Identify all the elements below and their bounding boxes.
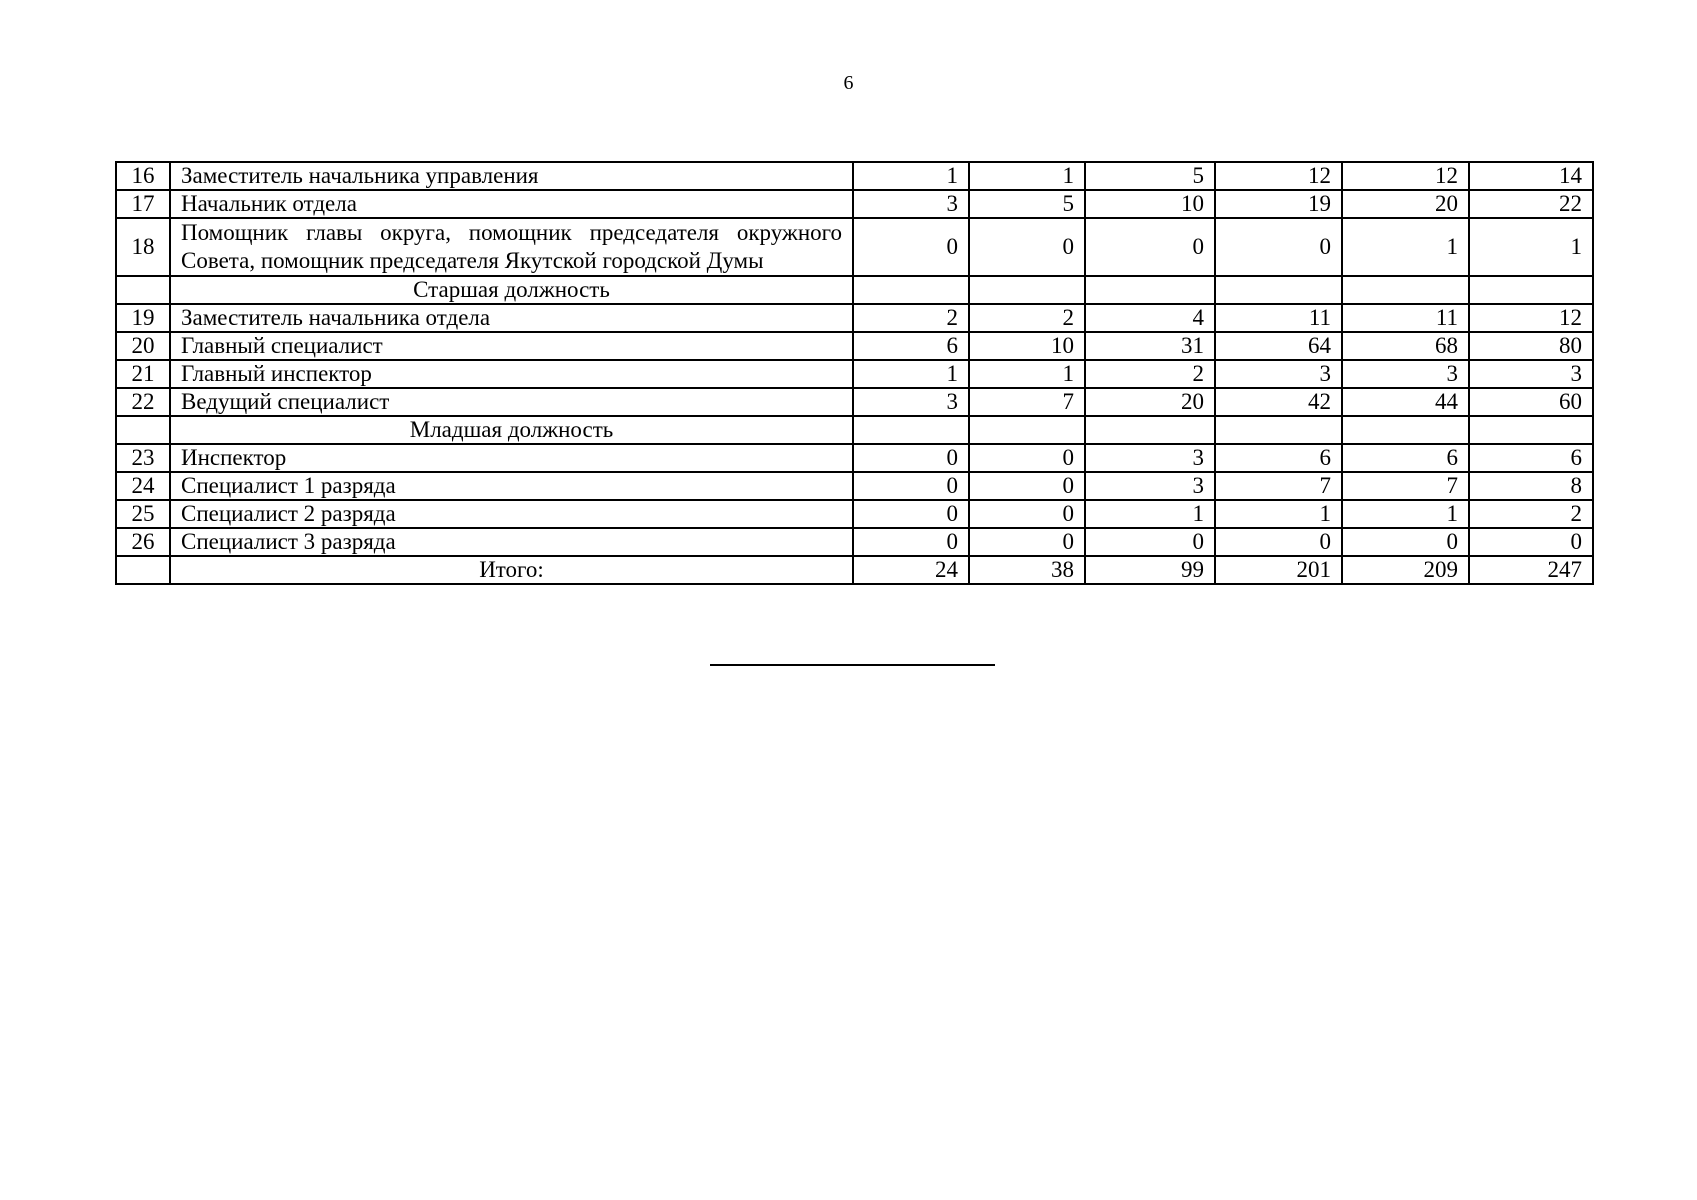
value-cell bbox=[1469, 276, 1593, 304]
total-value: 209 bbox=[1342, 556, 1469, 584]
position-name: Заместитель начальника управления bbox=[170, 162, 853, 190]
value-cell: 0 bbox=[853, 218, 969, 276]
value-cell: 44 bbox=[1342, 388, 1469, 416]
value-cell bbox=[853, 416, 969, 444]
value-cell: 3 bbox=[1085, 444, 1215, 472]
position-name: Заместитель начальника отдела bbox=[170, 304, 853, 332]
row-number: 16 bbox=[116, 162, 170, 190]
value-cell: 1 bbox=[853, 360, 969, 388]
value-cell: 1 bbox=[1469, 218, 1593, 276]
row-number: 19 bbox=[116, 304, 170, 332]
value-cell: 0 bbox=[969, 218, 1085, 276]
value-cell: 1 bbox=[1085, 500, 1215, 528]
row-number: 26 bbox=[116, 528, 170, 556]
value-cell: 11 bbox=[1342, 304, 1469, 332]
value-cell: 12 bbox=[1215, 162, 1342, 190]
value-cell: 0 bbox=[1342, 528, 1469, 556]
value-cell: 10 bbox=[969, 332, 1085, 360]
row-number: 24 bbox=[116, 472, 170, 500]
value-cell bbox=[853, 276, 969, 304]
value-cell: 3 bbox=[1469, 360, 1593, 388]
section-row bbox=[116, 276, 1593, 304]
section-row bbox=[116, 416, 1593, 444]
value-cell: 20 bbox=[1085, 388, 1215, 416]
row-number bbox=[116, 556, 170, 584]
position-name: Начальник отдела bbox=[170, 190, 853, 218]
total-label: Итого: bbox=[170, 556, 853, 584]
section-title: Младшая должность bbox=[170, 416, 853, 444]
value-cell: 0 bbox=[853, 472, 969, 500]
value-cell: 64 bbox=[1215, 332, 1342, 360]
value-cell: 0 bbox=[1085, 218, 1215, 276]
value-cell: 8 bbox=[1469, 472, 1593, 500]
value-cell: 0 bbox=[969, 472, 1085, 500]
value-cell: 1 bbox=[969, 162, 1085, 190]
position-name: Специалист 1 разряда bbox=[170, 472, 853, 500]
position-name: Специалист 3 разряда bbox=[170, 528, 853, 556]
value-cell: 7 bbox=[969, 388, 1085, 416]
value-cell: 0 bbox=[1215, 218, 1342, 276]
total-value: 99 bbox=[1085, 556, 1215, 584]
table-row bbox=[116, 500, 1593, 528]
total-value: 247 bbox=[1469, 556, 1593, 584]
value-cell: 2 bbox=[969, 304, 1085, 332]
value-cell: 0 bbox=[853, 500, 969, 528]
value-cell: 20 bbox=[1342, 190, 1469, 218]
value-cell: 3 bbox=[1085, 472, 1215, 500]
value-cell: 3 bbox=[1215, 360, 1342, 388]
value-cell: 22 bbox=[1469, 190, 1593, 218]
value-cell: 0 bbox=[853, 528, 969, 556]
value-cell: 3 bbox=[853, 190, 969, 218]
row-number: 21 bbox=[116, 360, 170, 388]
value-cell: 6 bbox=[1342, 444, 1469, 472]
value-cell: 14 bbox=[1469, 162, 1593, 190]
value-cell: 5 bbox=[1085, 162, 1215, 190]
value-cell: 0 bbox=[969, 528, 1085, 556]
total-row bbox=[116, 556, 1593, 584]
value-cell: 0 bbox=[969, 500, 1085, 528]
section-title: Старшая должность bbox=[170, 276, 853, 304]
table-row bbox=[116, 472, 1593, 500]
table-row bbox=[116, 332, 1593, 360]
value-cell: 5 bbox=[969, 190, 1085, 218]
value-cell: 1 bbox=[1342, 500, 1469, 528]
value-cell: 12 bbox=[1469, 304, 1593, 332]
table-row bbox=[116, 360, 1593, 388]
value-cell: 2 bbox=[853, 304, 969, 332]
value-cell: 7 bbox=[1215, 472, 1342, 500]
value-cell: 6 bbox=[1469, 444, 1593, 472]
total-value: 24 bbox=[853, 556, 969, 584]
table-row bbox=[116, 162, 1593, 190]
value-cell: 12 bbox=[1342, 162, 1469, 190]
value-cell: 3 bbox=[1342, 360, 1469, 388]
row-number bbox=[116, 276, 170, 304]
value-cell bbox=[969, 416, 1085, 444]
value-cell: 7 bbox=[1342, 472, 1469, 500]
value-cell: 4 bbox=[1085, 304, 1215, 332]
position-name: Главный специалист bbox=[170, 332, 853, 360]
value-cell: 68 bbox=[1342, 332, 1469, 360]
value-cell bbox=[1215, 416, 1342, 444]
value-cell: 1 bbox=[969, 360, 1085, 388]
value-cell: 6 bbox=[1215, 444, 1342, 472]
total-value: 38 bbox=[969, 556, 1085, 584]
value-cell bbox=[1342, 416, 1469, 444]
page-number: 6 bbox=[843, 72, 854, 94]
row-number: 25 bbox=[116, 500, 170, 528]
row-number bbox=[116, 416, 170, 444]
value-cell: 1 bbox=[1215, 500, 1342, 528]
value-cell bbox=[1469, 416, 1593, 444]
row-number: 18 bbox=[116, 218, 170, 276]
row-number: 20 bbox=[116, 332, 170, 360]
end-of-document-rule bbox=[710, 664, 995, 666]
value-cell: 0 bbox=[853, 444, 969, 472]
value-cell bbox=[969, 276, 1085, 304]
value-cell: 1 bbox=[1342, 218, 1469, 276]
value-cell: 11 bbox=[1215, 304, 1342, 332]
value-cell: 19 bbox=[1215, 190, 1342, 218]
position-name: Помощник главы округа, помощник председателя окружного Совета, помощник председателя Якутской городской Думы bbox=[170, 218, 853, 276]
table-row bbox=[116, 190, 1593, 218]
row-number: 22 bbox=[116, 388, 170, 416]
value-cell bbox=[1085, 276, 1215, 304]
value-cell: 42 bbox=[1215, 388, 1342, 416]
value-cell: 10 bbox=[1085, 190, 1215, 218]
value-cell: 0 bbox=[1469, 528, 1593, 556]
value-cell bbox=[1215, 276, 1342, 304]
position-name: Главный инспектор bbox=[170, 360, 853, 388]
value-cell: 0 bbox=[969, 444, 1085, 472]
table-row bbox=[116, 444, 1593, 472]
table-row bbox=[116, 388, 1593, 416]
row-number: 17 bbox=[116, 190, 170, 218]
value-cell: 80 bbox=[1469, 332, 1593, 360]
value-cell bbox=[1342, 276, 1469, 304]
table-row bbox=[116, 304, 1593, 332]
table-row bbox=[116, 218, 1593, 276]
row-number: 23 bbox=[116, 444, 170, 472]
total-value: 201 bbox=[1215, 556, 1342, 584]
position-name: Инспектор bbox=[170, 444, 853, 472]
value-cell bbox=[1085, 416, 1215, 444]
table-row bbox=[116, 528, 1593, 556]
value-cell: 31 bbox=[1085, 332, 1215, 360]
staffing-table bbox=[115, 161, 1594, 585]
value-cell: 0 bbox=[1215, 528, 1342, 556]
value-cell: 3 bbox=[853, 388, 969, 416]
value-cell: 2 bbox=[1085, 360, 1215, 388]
position-name: Ведущий специалист bbox=[170, 388, 853, 416]
value-cell: 2 bbox=[1469, 500, 1593, 528]
value-cell: 0 bbox=[1085, 528, 1215, 556]
position-name: Специалист 2 разряда bbox=[170, 500, 853, 528]
value-cell: 60 bbox=[1469, 388, 1593, 416]
value-cell: 6 bbox=[853, 332, 969, 360]
value-cell: 1 bbox=[853, 162, 969, 190]
